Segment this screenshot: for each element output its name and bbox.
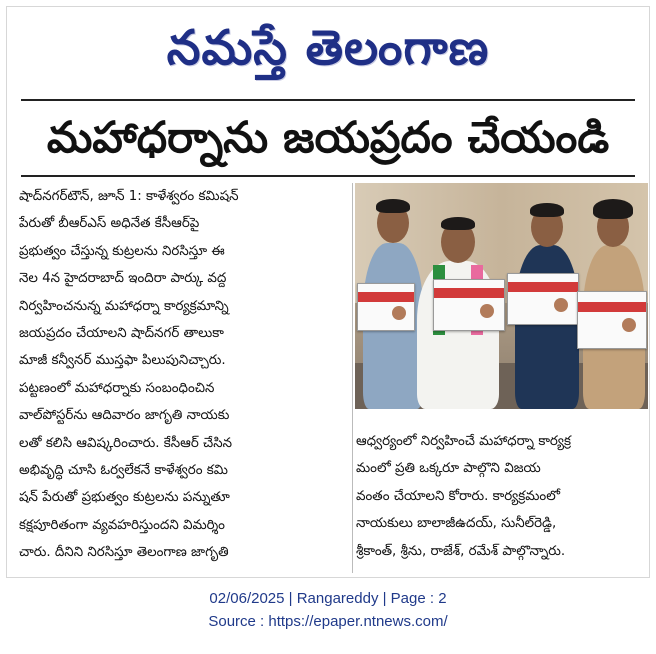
text-line: అభివృద్ధి చూసి ఓర్వలేకనే కాళేశ్వరం కమి (19, 463, 228, 479)
person-figure (515, 245, 579, 409)
column-divider (352, 183, 353, 573)
wall-poster (577, 291, 647, 349)
edition-info: 02/06/2025 | Rangareddy | Page : 2 (209, 590, 447, 607)
text-line: నిర్వహించనున్న మహాధర్నా కార్యక్రమాన్ని (19, 298, 229, 314)
masthead: నమస్తే తెలంగాణ (166, 20, 490, 76)
divider-top (21, 99, 635, 101)
text-line: లతో కలిసి ఆవిష్కరించారు. కేసీఆర్ చేసిన (19, 435, 232, 451)
text-line: నాయకులు బాలాజీఉదయ్, సునీల్‌రెడ్డి, (356, 516, 557, 532)
text-line: శ్రీకాంత్, శ్రీను, రాజేశ్, రమేశ్ పాల్గొన్నారు. (356, 543, 566, 559)
text-line: మాజీ కన్వీనర్ ముస్తఫా పిలుపునిచ్చారు. (19, 353, 226, 369)
news-photo (355, 183, 648, 409)
text-line: పట్టణంలో మహాధర్నాకు సంబంధించిన (19, 380, 215, 396)
poster-band (434, 288, 504, 298)
poster-face (392, 306, 406, 320)
text-line: కక్షపూరితంగా వ్యవహరిస్తుందని విమర్శిం (19, 517, 225, 533)
poster-band (578, 302, 646, 312)
person-hair (593, 199, 633, 219)
article-column-right (356, 428, 650, 574)
newspaper-clipping (6, 6, 650, 578)
poster-band (508, 282, 578, 292)
text-line: వంతం చేయాలని కోరారు. కార్యక్రమంలో (356, 488, 560, 504)
text-line: ప్రభుత్వం చేస్తున్న కుట్రలను నిరసిస్తూ ఈ (19, 243, 225, 259)
headline: మహాధర్నాను జయప్రదం చేయండి (46, 113, 610, 163)
poster-face (480, 304, 494, 318)
poster-band (358, 292, 414, 302)
source-link[interactable]: Source : https://epaper.ntnews.com/ (208, 613, 448, 630)
text-line: ఆధ్వర్యంలో నిర్వహించే మహాధర్నా కార్యక్ర (356, 434, 571, 449)
text-line: షన్ పేరుతో ప్రభుత్వం కుట్రలను పన్నుతూ (19, 490, 230, 506)
text-line: పేరుతో బీఆర్ఎస్ అధినేత కేసీఆర్‌పై (19, 216, 200, 232)
text-line: వాల్‌పోస్టర్‌ను ఆదివారం జాగృతి నాయకు (19, 408, 230, 424)
poster-face (554, 298, 568, 312)
wall-poster (357, 283, 415, 331)
person-hair (530, 203, 564, 217)
text-line: నెల 4న హైదరాబాద్ ఇందిరా పార్కు వద్ద (19, 271, 227, 287)
text-line: జయప్రదం చేయాలని షాద్‌నగర్ తాలుకా (19, 326, 224, 342)
divider-bottom (21, 175, 635, 177)
person-hair (441, 217, 475, 230)
wall-poster (433, 279, 505, 331)
text-line: మంలో ప్రతి ఒక్కరూ పాల్గొని విజయ (356, 461, 541, 477)
text-line: చారు. దీనిని నిరసిస్తూ తెలంగాణ జాగృతి (19, 545, 229, 561)
person-hair (376, 199, 410, 213)
wall-poster (507, 273, 579, 325)
poster-face (622, 318, 636, 332)
article-column-left (19, 183, 349, 575)
text-line: షాద్‌నగర్‌టౌన్, జూన్ 1: కాళేశ్వరం కమిషన్ (19, 189, 239, 204)
